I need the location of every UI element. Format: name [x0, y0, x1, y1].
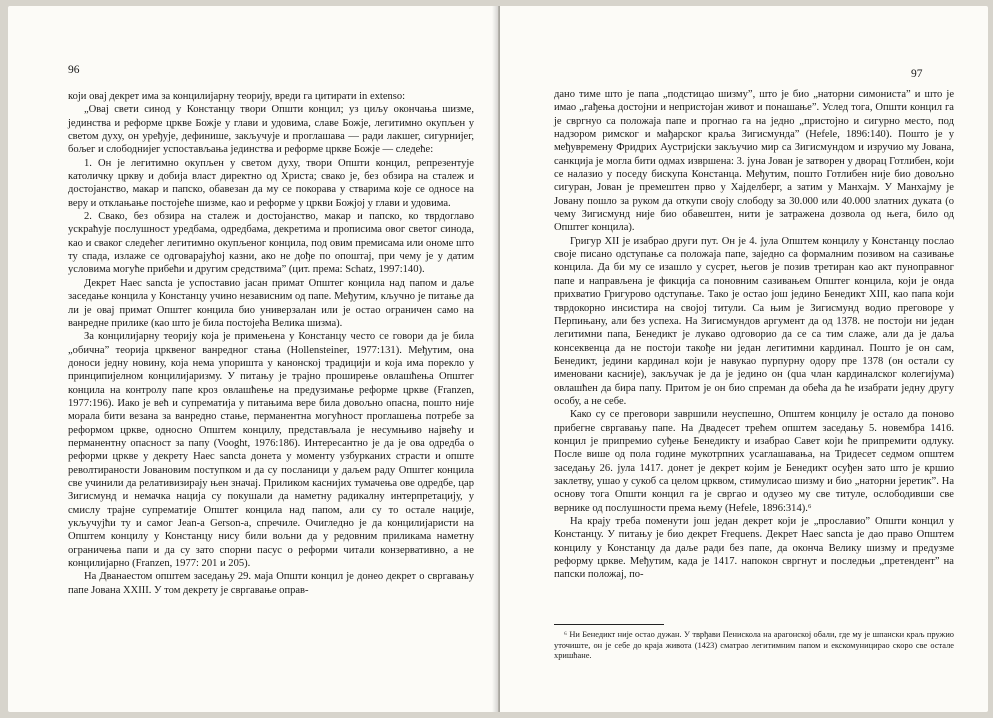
paragraph: На Дванаестом општем заседању 29. маја Општи концил је донео декрет о свргавању папе Јована XXIII. У том декрету је свргавање оправ- — [68, 571, 474, 596]
paragraph: Како су се преговори завршили неуспешно, Општем концилу је остало да поново прибегне свргавању папе. На Двадесет трећем општем заседању 5. новембра 1416. концил је припремио суђење Бенедикту и изабрао Савет који ће припремити одлуку. После више од пола године мукотрпних усаглашавања, на Тридесет седмом општем заседању 26. јула 1417. донет је декрет којим је Бенедикт осуђен зато што је кршио заклетву, ушао у сукоб са целом црквом, стимулисао шизму и био „наторни јеретик”. На основу тога Општи концил га је свргао и одузео му све титуле, ослободивши све вернике од послушности према њему (Hefele, 1896:314).⁶ — [554, 409, 954, 514]
paragraph: „Овај свети синод у Констанцу твори Општи концил; уз циљу окончања шизме, јединства и реформе цркве Божје у глави и удовима, славе Божје, легитимно окупљен у светом духу, он уређује, дефинише, закључује и проглашава — ради лакшег, сигурнијег, бољег и слободнијег успостављања јединства и реформе цркве Божје — следеће: — [68, 104, 474, 156]
right-page — [500, 6, 988, 712]
footnote-separator — [554, 624, 664, 625]
paragraph: дано тиме што је папа „подстицао шизму”, што је био „наторни симониста” и што је имао „гађења достојни и непристојан живот и понашање”. Услед тога, Општи концил га је свргнуо са положаја папе и прогнао га на једно „пристојно и сигурно место, под надзором римског и мађарског краља Зигисмунда” (Hefele, 1896:140). Пошто је у међувремену Фридрих Аустријски закључио мир са Зигисмундом и изручио му Јована, санкција је могла бити одмах извршена: 3. јуна Јован је затворен у дворац Готлибен, који се налазио у поседу бискупа Констанца. Међутим, пошто Готлибен није био довољно сигуран, Јован је премештен прво у Хајделберг, а затим у Манхајм. У Манхајму је Јовану пошло за руком да откупи своју слободу за 30.000 или 40.000 златних дуката (о чему Зигисмунд није био обавештен, нити је затражена дозвола од њега, било од Општег концила). — [554, 89, 954, 234]
footnote-text: ⁶ Ни Бенедикт није остао дужан. У тврђави Пенискола на арагонској обали, где му је шпански краљ пружио уточиште, он је себе до краја живота (1423) сматрао легитимним папом и екскомуницирао скоро све остале хришћане. — [554, 630, 954, 660]
paragraph: 1. Он је легитимно окупљен у светом духу, твори Општи концил, репрезентује католичку цркву и добија власт директно од Христа; свако је, без обзира на сталеж и достојанство, макар и папско, обавезан да му се покорава у стварима које се односе на веру и отклањање постојеће шизме, као и реформе у цркви Божјој у глави и удовима. — [68, 157, 474, 209]
footnote — [554, 630, 954, 662]
paragraph: 2. Свако, без обзира на сталеж и достојанство, макар и папско, ко тврдоглаво ускраћује послушност уредбама, одредбама, декретима и прописима овог светог синода, као и сваког следећег легитимно окупљеног концила, под овим премисама или ономе што ту спада, излаже се одговарајућој казни, ако не дође по опоштај, при чему је у датим условима могуће прибећи и другим средствима” (цит. према: Schatz, 1997:140). — [68, 211, 474, 276]
paragraph: Декрет Haec sancta је успоставио јасан примат Општег концила над папом и даље заседање концила у Констанцу учино независним од папе. Међутим, кључно је питање да ли је овај примат Општег концила био универзалан или је остао ограничен само на ванредне прилике (као што је била постојећа Велика шизма). — [68, 277, 474, 329]
paragraph: који овај декрет има за концилијарну теорију, вреди га цитирати in extenso: — [68, 91, 406, 102]
page-number: 97 — [911, 68, 923, 80]
paragraph: За концилијарну теорију која је примењена у Констанцу често се говори да је била „обична” теорија црквеног ванредног стања (Hollensteiner, 1977:131). Међутим, она доноси једну новину, која нема упоришта у канонској традицији и која има порекло у принципијелном концилијаризму. У питању је трајно проширење овлашћења Општег концила на контролу папе кроз овлашћење на предузимање реформе цркве (Franzen, 1977:196). Иако је већ и супрематија у питањима вере била довољно опасна, пошто није морала бити везана за ванредно стање, перманентна могућност проглашења потребе за реформом цркве, односно Општем концилу, представљала је несумњиво највећу и перманентну опасност за папу (Vooght, 1976:186). Интересантно је да је ова одредба о реформи цркве у декрету Haec sancta донета у моменту узбурканих страсти и опште револтираности Јовановим поступком и да су посланици у даљем раду Општег концила све учинили да релативизирају њен значај. Приликом каснијих тумачења ове одредбе, цар Зигисмунд и немачка нација су покушали да наметну радикалну интерпретацију, у смислу трајне супрематије Општег концила над папом, али су то остале нације, укључујћи ту и самог Jean-a Gerson-a, спречиле. Очигледно је да концилијаристи на Општем концилу у Констанцу нису били вољни да у редовним приликама наметну ограничења папи и да су зато спорни пасус о реформи читали конзервативно, а не концилијарно (Franzen, 1977: 201 и 205). — [68, 331, 474, 570]
paragraph: Григур XII је изабрао други пут. Он је 4. јула Општем концилу у Констанцу послао своје писано одступање са положаја папе, заједно са формалним позивом на сазивање концила. Да би му се изашло у сусрет, његов је позив третиран као акт пуноправног папе и направљена је фикција са поновним сазивањем Општег концила, који је онда прихватио Григурово одступање. Тако је остао још једино Бенедикт XIII, као папа који тврдокорно инсистира на својој титули. Са њим је Зигисмунд водио преговоре у Перпињану, али без успеха. На Зигисмундов аргумент да од 1378. не постоји ни један легитимни папа, Бенедикт је лукаво одговорио да се са тим слаже, али да је даља консеквенца да не постоји такође ни један легитимни кардинал. Пошто је он сам, Бенедикт, једини кардинал који је навукао пурпурну одору пре 1378 (он остали су именовани касније), закључак је да је једино он (qua члан кардиналског колегијума) овлашћен да бира папу. Притом је он био спреман да обећа да ће изабрати једну другу особу, а не себе. — [554, 235, 954, 407]
left-page — [8, 6, 498, 712]
body-text — [554, 88, 954, 582]
body-text — [68, 90, 474, 597]
paragraph: На крају треба поменути још један декрет који је „прославио” Општи концил у Констанцу. У питању је био декрет Frequens. Декрет Haec sancta је дао право Општем концилу у Констанцу да даље ради без папе, да оконча Велику шизму и предузме реформу цркве. Међутим, када је 1417. напокон свргнут и последњи „претендент” на папски положај, по- — [554, 516, 954, 581]
page-number: 96 — [68, 64, 80, 76]
